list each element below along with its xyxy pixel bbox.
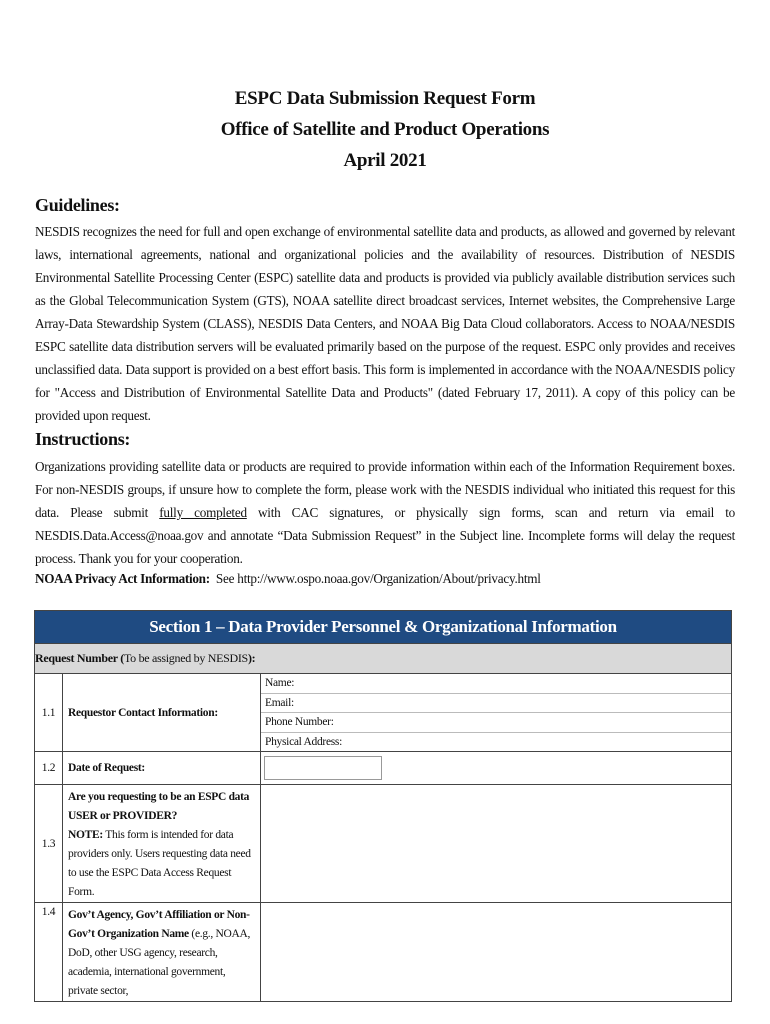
request-number-cell[interactable] [35, 644, 732, 674]
privacy-label: NOAA Privacy Act Information: [35, 571, 210, 586]
table-row [35, 674, 732, 752]
instructions-text-part2: with CAC signatures, or physically sign forms, scan and return via email to NESDIS.Data.Access@noaa.gov and annotate “Data Submission Request” in the Subject line. Incomplete forms will delay the request process. Thank you for your cooperation. [35, 505, 735, 566]
section1-title: Section 1 – Data Provider Personnel & Organizational Information [35, 611, 732, 644]
form-title: ESPC Data Submission Request Form [234, 88, 536, 109]
row-number: 1.1 [35, 674, 63, 752]
row-number: 1.3 [35, 785, 63, 903]
request-number-row [35, 644, 732, 674]
user-or-provider-label [63, 785, 261, 903]
instructions-underlined: fully completed [159, 505, 247, 520]
request-number-close: ): [247, 651, 256, 665]
organization-name-answer[interactable] [261, 903, 732, 1002]
phone-field[interactable]: Phone Number: [261, 713, 731, 733]
note-label: NOTE: [68, 829, 103, 842]
note-text: This form is intended for data providers only. Users requesting data need to use the ESPC Data Access Request Form. [68, 829, 251, 899]
instructions-text [35, 455, 735, 570]
privacy-link[interactable]: See http://www.ospo.noaa.gov/Organization/About/privacy.html [215, 571, 541, 586]
name-field[interactable]: Name: [261, 674, 731, 694]
guidelines-text: NESDIS recognizes the need for full and open exchange of environmental satellite data and products, as allowed and governed by relevant laws, international agreements, national and organizational policies and the availability of resources. Distribution of NESDIS Environmental Satellite Processing Center (ESPC) satellite data and products is provided via publicly available distribution services such as the Global Telecommunication System (GTS), NOAA satellite direct broadcast services, Internet websites, the Comprehensive Large Array-Data Stewardship System (CLASS), NESDIS Data Centers, and NOAA Big Data Cloud collaborators. Access to NOAA/NESDIS ESPC satellite data distribution servers will be evaluated primarily based on the purpose of the request. ESPC only provides and receives unclassified data. Data support is provided on a best effort basis. This form is implemented in accordance with the NOAA/NESDIS policy for "Access and Distribution of Environmental Satellite Data and Products" (dated February 17, 2011). A copy of this policy can be provided upon request. [35, 224, 735, 423]
guidelines-heading: Guidelines: [35, 195, 120, 215]
request-number-note: To be assigned by NESDIS [123, 651, 248, 665]
row-number: 1.4 [35, 903, 63, 1002]
table-row [35, 903, 732, 1002]
date-of-request-cell [261, 752, 732, 785]
table-row [35, 785, 732, 903]
date-input[interactable] [264, 756, 382, 780]
request-number-label: Request Number ( [35, 651, 124, 665]
title-block [0, 83, 770, 176]
address-field[interactable]: Physical Address: [265, 735, 342, 748]
user-or-provider-question: Are you requesting to be an ESPC data USER or PROVIDER? [68, 791, 250, 823]
table-row [35, 752, 732, 785]
form-date: April 2021 [343, 150, 427, 171]
email-field[interactable]: Email: [261, 694, 731, 714]
instructions-text-part1: Organizations providing satellite data or products are required to provide information within each of the Information Requirement boxes. For non-NESDIS groups, if unsure how to complete the form, please work with the NESDIS individual who initiated this request for this data. Please submit [35, 459, 735, 520]
instructions-heading: Instructions: [35, 429, 131, 449]
privacy-line [35, 571, 541, 587]
organization-name-question: Gov’t Agency, Gov’t Affiliation or Non-Gov’t Organization Name [68, 909, 250, 941]
user-or-provider-answer[interactable] [261, 785, 732, 903]
requestor-contact-label: Requestor Contact Information: [63, 674, 261, 752]
section1-banner [35, 611, 732, 644]
row-number: 1.2 [35, 752, 63, 785]
section1-table [34, 610, 732, 1002]
organization-name-label [63, 903, 261, 1002]
date-of-request-label: Date of Request: [63, 752, 261, 785]
organization-name-examples: (e.g., NOAA, DoD, other USG agency, research, academia, international government, private sector, [68, 928, 251, 998]
office-title: Office of Satellite and Product Operations [220, 119, 550, 140]
requestor-contact-fields [261, 674, 732, 752]
